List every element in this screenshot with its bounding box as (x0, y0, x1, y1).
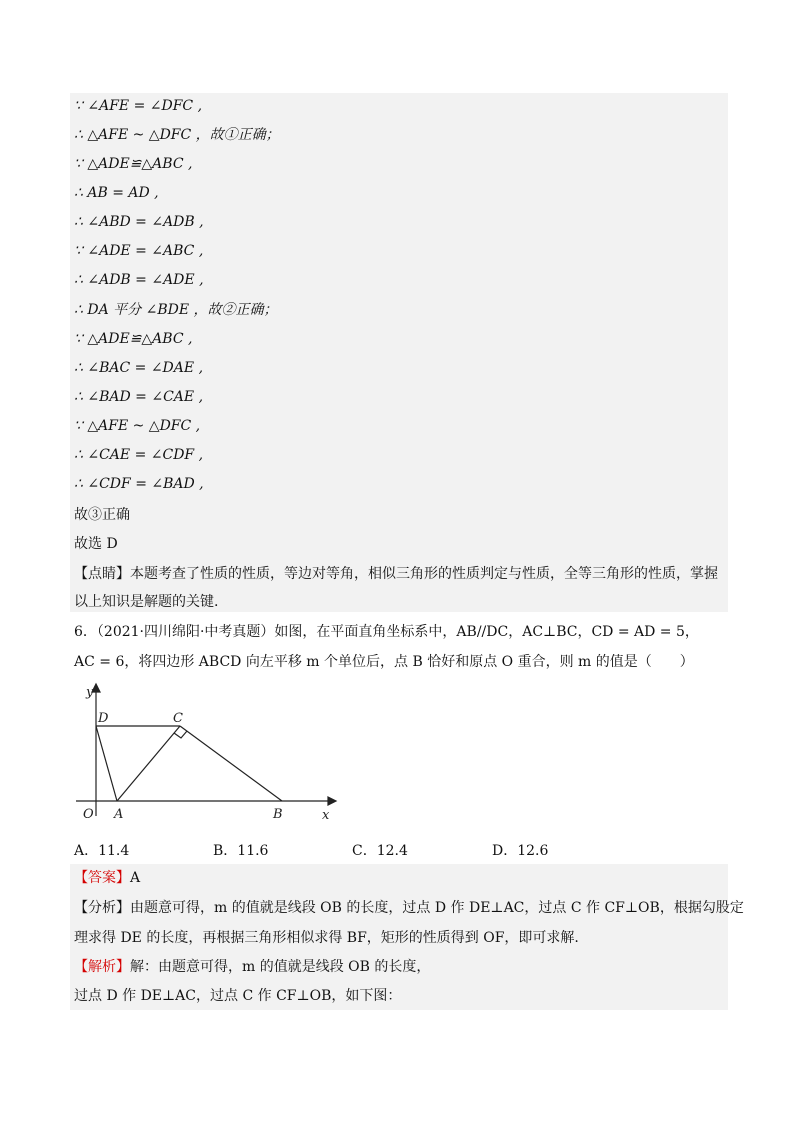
proof-line: ∴ ∠CAE = ∠CDF , (74, 447, 204, 463)
analysis-label: 【分析】 (74, 900, 130, 916)
label-o: O (83, 807, 94, 822)
proof-line: ∵ ∠AFE = ∠DFC , (74, 98, 203, 114)
label-a: A (114, 807, 124, 822)
answer-label: 【答案】 (74, 870, 130, 886)
dianjing-label: 【点睛】 (74, 566, 130, 582)
dianjing-line-1 (74, 564, 718, 584)
solution-line-2: 过点 D 作 DE⊥AC，过点 C 作 CF⊥OB，如下图： (74, 988, 402, 1004)
question-line-2: AC = 6，将四边形 ABCD 向左平移 m 个单位后，点 B 恰好和原点 O 重合，则 m 的值是（ ） (74, 654, 694, 670)
label-x: x (322, 808, 330, 822)
x-axis-arrow (328, 797, 336, 805)
analysis-line-2: 理求得 DE 的长度，再根据三角形相似求得 BF，矩形的性质得到 OF，即可求解. (74, 930, 579, 946)
option-b: B．11.6 (213, 843, 269, 859)
proof-line: 故③正确 (74, 507, 130, 523)
proof-line: ∴ ∠ADB = ∠ADE , (74, 272, 204, 288)
dianjing-line-2: 以上知识是解题的关键. (74, 594, 219, 610)
coordinate-figure (70, 682, 360, 822)
proof-line: ∴ AB = AD , (74, 185, 159, 201)
option-c: C．12.4 (352, 843, 408, 859)
analysis-text: 由题意可得，m 的值就是线段 OB 的长度，过点 D 作 DE⊥AC，过点 C 作 CF⊥OB，根据勾股定 (130, 900, 744, 916)
dianjing-text: 本题考查了性质的性质，等边对等角，相似三角形的性质判定与性质，全等三角形的性质，掌握 (130, 566, 718, 582)
segment-cb (180, 726, 282, 801)
question-line-1: 6．（2021·四川绵阳·中考真题）如图，在平面直角坐标系中，AB//DC，AC⊥BC，CD = AD = 5， (74, 624, 699, 640)
proof-line: ∴ ∠BAD = ∠CAE , (74, 389, 204, 405)
label-c: C (173, 711, 183, 726)
proof-line: ∴ ∠BAC = ∠DAE , (74, 360, 204, 376)
analysis-line-1 (74, 898, 744, 918)
answer-text: A (130, 870, 141, 886)
segment-ac (117, 726, 180, 801)
proof-line: ∴ △AFE ~ △DFC ，故①正确； (74, 127, 280, 143)
solution-label: 【解析】 (74, 959, 130, 975)
proof-line: ∴ DA 平分 ∠BDE ，故②正确； (74, 302, 278, 318)
proof-line: ∵ ∠ADE = ∠ABC , (74, 243, 204, 259)
proof-line: 故选 D (74, 536, 118, 552)
label-y: y (86, 685, 94, 700)
proof-line: ∵ △ADE≌△ABC , (74, 156, 193, 172)
solution-text: 解：由题意可得，m 的值就是线段 OB 的长度， (130, 959, 431, 975)
segment-da (96, 726, 117, 801)
option-a: A．11.4 (74, 843, 130, 859)
proof-line: ∵ △AFE ~ △DFC , (74, 418, 201, 434)
solution-line-1 (74, 957, 430, 977)
right-angle-mark (174, 731, 187, 738)
answer-line (74, 868, 140, 888)
proof-line: ∴ ∠ABD = ∠ADB , (74, 214, 204, 230)
label-b: B (273, 807, 283, 822)
option-d: D．12.6 (492, 843, 549, 859)
proof-line: ∴ ∠CDF = ∠BAD , (74, 476, 204, 492)
label-d: D (98, 711, 109, 726)
proof-line: ∵ △ADE≌△ABC , (74, 331, 193, 347)
